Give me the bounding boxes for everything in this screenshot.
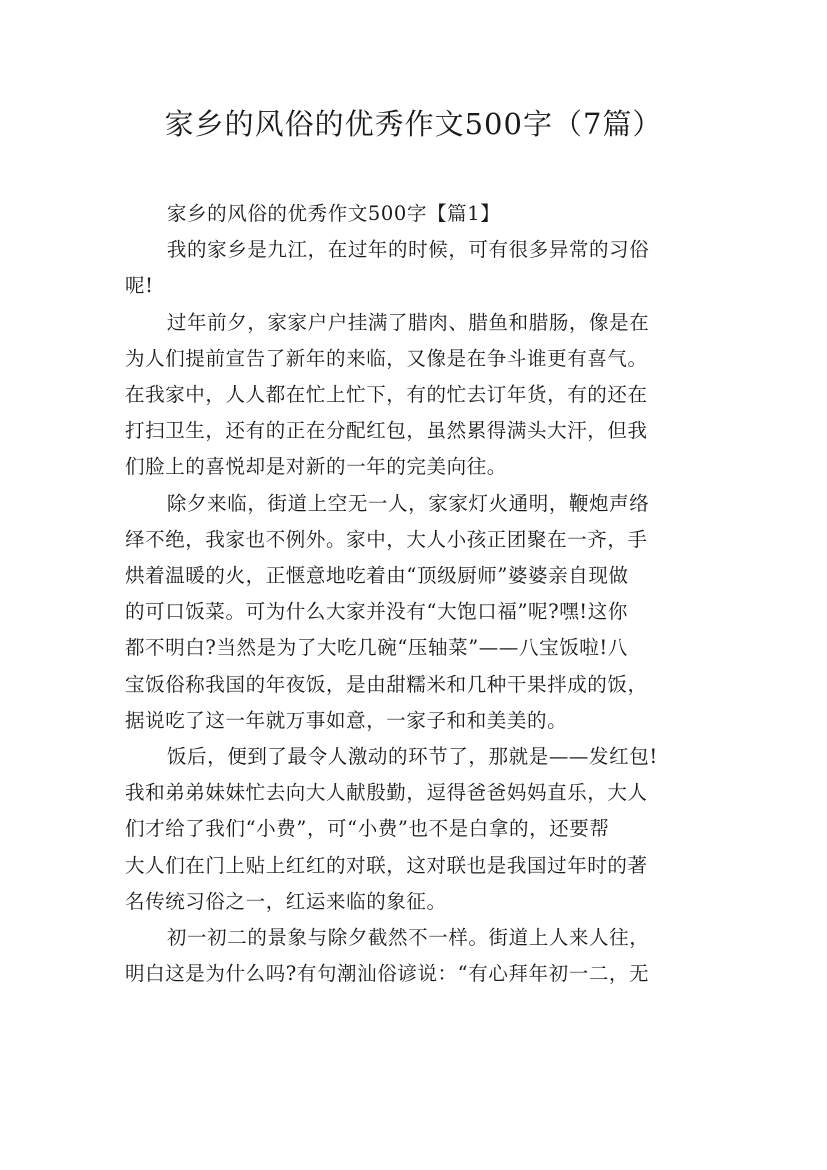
text-line: 的可口饭菜。可为什么大家并没有“大饱口福”呢?嘿!这你	[125, 600, 628, 624]
text-line: 们脸上的喜悦却是对新的一年的完美向往。	[125, 455, 507, 479]
paragraph-2	[125, 305, 705, 486]
text-line: 打扫卫生，还有的正在分配红包，虽然累得满头大汗，但我	[125, 419, 648, 443]
text-line: 明白这是为什么吗?有句潮汕俗谚说：“有心拜年初一二，无	[125, 962, 650, 986]
text-line: 初一初二的景象与除夕截然不一样。街道上人来人往，	[166, 926, 650, 950]
paragraph-3	[125, 486, 705, 739]
text-line: 烘着温暖的火，正惬意地吃着由“顶级厨师”婆婆亲自现做	[125, 564, 629, 588]
text-line: 呢!	[125, 274, 154, 298]
text-line: 名传统习俗之一，红运来临的象征。	[125, 889, 447, 913]
article-body	[125, 196, 705, 992]
text-line: 除夕来临，街道上空无一人，家家灯火通明，鞭炮声络	[166, 491, 650, 515]
text-line: 在我家中，人人都在忙上忙下，有的忙去订年货，有的还在	[125, 383, 648, 407]
text-line: 据说吃了这一年就万事如意，一家子和和美美的。	[125, 708, 568, 732]
paragraph-5	[125, 920, 705, 992]
text-line: 为人们提前宣告了新年的来临，又像是在争斗谁更有喜气。	[125, 346, 648, 370]
section-heading-text: 家乡的风俗的优秀作文500字【篇1】	[166, 202, 501, 225]
text-line: 我的家乡是九江，在过年的时候，可有很多异常的习俗	[166, 238, 650, 262]
document-title: 家乡的风俗的优秀作文500字（7篇）	[164, 107, 663, 141]
paragraph-4	[125, 739, 705, 920]
text-line: 绎不绝，我家也不例外。家中，大人小孩正团聚在一齐，手	[125, 527, 648, 551]
text-line: 饭后，便到了最令人激动的环节了，那就是——发红包!	[166, 745, 658, 769]
text-line: 们才给了我们“小费”，可“小费”也不是白拿的，还要帮	[125, 817, 610, 841]
section-heading	[125, 196, 705, 232]
text-line: 都不明白?当然是为了大吃几碗“压轴菜”——八宝饭啦!八	[125, 636, 628, 660]
text-line: 大人们在门上贴上红红的对联，这对联也是我国过年时的著	[125, 853, 648, 877]
text-line: 宝饭俗称我国的年夜饭，是由甜糯米和几种干果拌成的饭，	[125, 672, 648, 696]
text-line: 我和弟弟妹妹忙去向大人献殷勤，逗得爸爸妈妈直乐，大人	[125, 781, 648, 805]
paragraph-1	[125, 232, 705, 304]
text-line: 过年前夕，家家户户挂满了腊肉、腊鱼和腊肠，像是在	[166, 310, 650, 334]
